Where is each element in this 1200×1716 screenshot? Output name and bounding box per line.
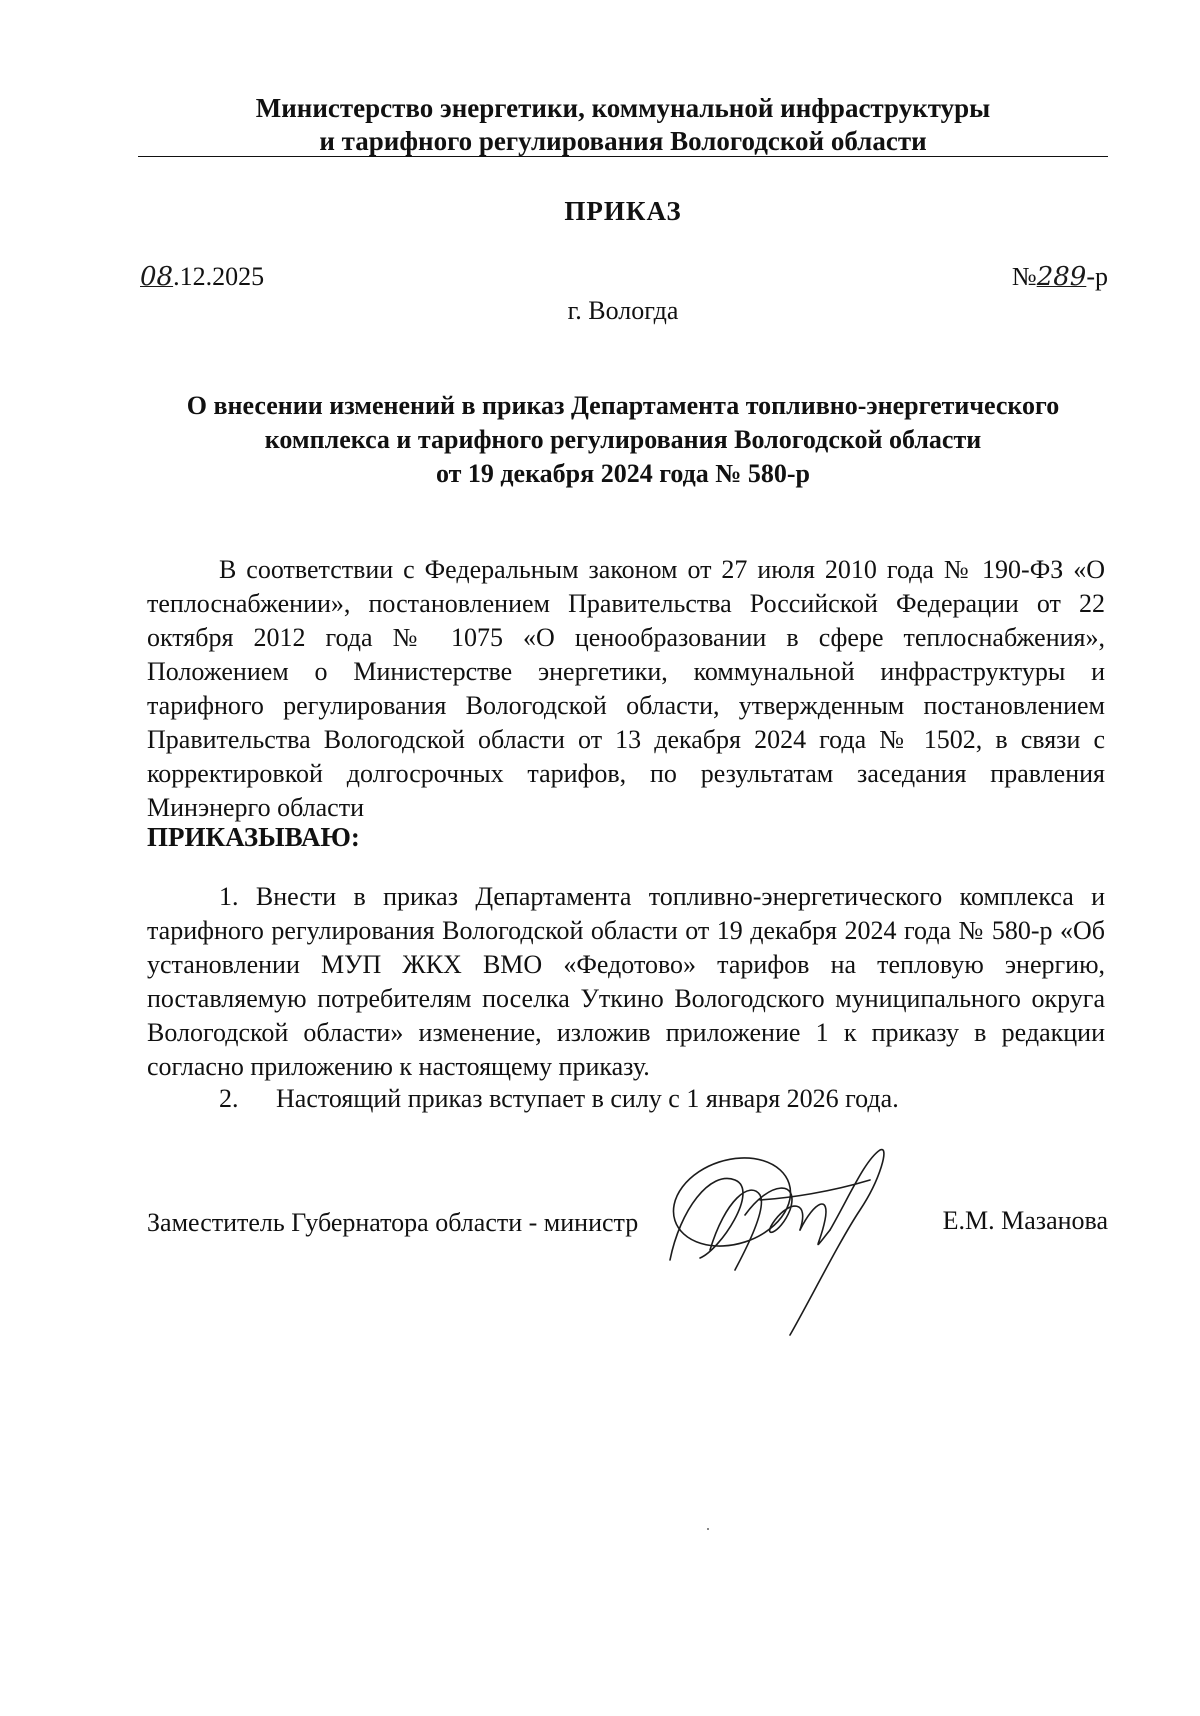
signatory-name: Е.М. Мазанова (942, 1206, 1108, 1235)
scan-speck (707, 1528, 709, 1530)
order-item-2 (219, 1084, 899, 1114)
preamble-paragraph (147, 553, 1105, 825)
subject-line-1: О внесении изменений в приказ Департамента топливно-энергетического (186, 391, 1060, 420)
number-suffix: -р (1086, 262, 1108, 291)
date-rest: .12.2025 (173, 262, 265, 291)
number-handwritten: 289 (1036, 262, 1087, 292)
preamble-text: В соответствии с Федеральным законом от 27 июля 2010 года № 190-ФЗ «О теплоснабжении», постановлением Правительства Российской Федерации от 22 октября 2012 года № 1075 «О ценообразовании в сфере теплоснабжения», Положением о Министерстве энергетики, коммунальной инфраструктуры и тарифного регулирования Вологодской области, утвержденным постановлением Правительства Вологодской области от 13 декабря 2024 года № 1502, в связи с корректировкой долгосрочных тарифов, по результатам заседания правления Минэнерго области (147, 555, 1105, 822)
order-item-1 (147, 880, 1105, 1084)
document-number (1012, 262, 1108, 292)
subject-line-3: от 19 декабря 2024 года № 580-р (435, 459, 811, 488)
ministry-header (138, 92, 1108, 158)
date-day-handwritten: 08 (140, 262, 174, 292)
header-line-1: Министерство энергетики, коммунальной инфраструктуры (255, 93, 991, 123)
document-city: г. Вологда (567, 296, 679, 325)
document-date (140, 262, 264, 292)
handwritten-signature (640, 1140, 940, 1340)
header-divider (138, 156, 1108, 157)
item-2-text: Настоящий приказ вступает в силу с 1 января 2026 года. (276, 1084, 899, 1113)
document-type: ПРИКАЗ (564, 196, 682, 226)
signatory-position: Заместитель Губернатора области - министр (147, 1208, 639, 1237)
document-subject (138, 389, 1108, 491)
order-word: ПРИКАЗЫВАЮ: (147, 822, 360, 852)
subject-line-2: комплекса и тарифного регулирования Вологодской области (264, 425, 982, 454)
number-prefix: № (1011, 262, 1037, 291)
item-1-number: 1. (219, 882, 239, 911)
header-line-2: и тарифного регулирования Вологодской области (319, 126, 927, 156)
item-1-text: Внести в приказ Департамента топливно-энергетического комплекса и тарифного регулирования Вологодской области от 19 декабря 2024 года № 580-р «Об установлении МУП ЖКХ ВМО «Федотово» тарифов на тепловую энергию, поставляемую потребителям поселка Уткино Вологодского муниципального округа Вологодской области» изменение, изложив приложение 1 к приказу в редакции согласно приложению к настоящему приказу. (147, 882, 1106, 1081)
item-2-number: 2. (219, 1084, 239, 1113)
